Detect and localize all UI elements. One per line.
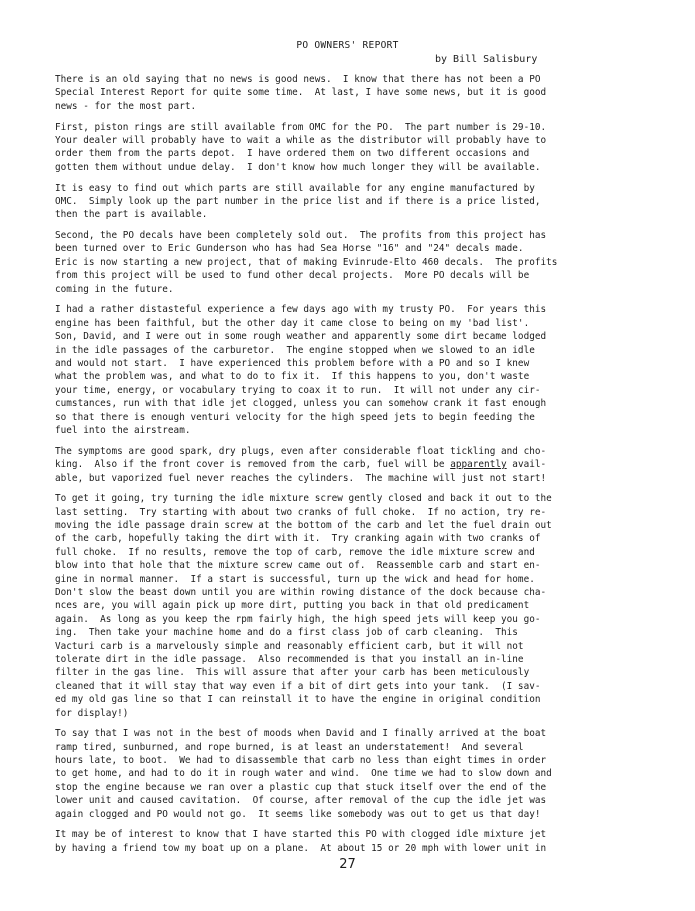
text-line: so that there is enough venturi velocity for the high speed jets to begin feeding the bbox=[55, 411, 535, 423]
paragraph bbox=[55, 229, 640, 296]
text-line: king. Also if the front cover is removed from the carb, fuel will be apparently avail- bbox=[55, 459, 547, 471]
text-line: in the idle passages of the carburetor. The engine stopped when we slowed to an idle bbox=[55, 344, 535, 356]
text-line: then the part is available. bbox=[55, 209, 208, 221]
text-line: been turned over to Eric Gunderson who has had Sea Horse "16" and "24" decals made. bbox=[55, 243, 524, 255]
text-line: by having a friend tow my boat up on a plane. At about 15 or 20 mph with lower unit in bbox=[55, 842, 547, 854]
text-line: what the problem was, and what to do to fix it. If this happens to you, don't waste bbox=[55, 371, 530, 383]
text-line: cleaned that it will stay that way even if a bit of dirt gets into your tank. (I sav- bbox=[55, 680, 541, 692]
text-line: stop the engine because we ran over a plastic cup that stuck itself over the end of the bbox=[55, 781, 547, 793]
text-line: To say that I was not in the best of moods when David and I finally arrived at the boat bbox=[55, 728, 547, 740]
byline: by Bill Salisbury bbox=[435, 54, 538, 65]
paragraph bbox=[55, 73, 640, 113]
text-line: It may be of interest to know that I have started this PO with clogged idle mixture jet bbox=[55, 829, 547, 841]
text-line: ed my old gas line so that I can reinstall it to have the engine in original condition bbox=[55, 694, 541, 706]
article-body bbox=[55, 73, 640, 863]
page-title: PO OWNERS' REPORT bbox=[296, 40, 399, 51]
text-line: Don't slow the beast down until you are within rowing distance of the dock because cha- bbox=[55, 587, 547, 599]
paragraph bbox=[55, 182, 640, 222]
paragraph bbox=[55, 121, 640, 175]
text-line: gine in normal manner. If a start is successful, turn up the wick and head for home. bbox=[55, 573, 535, 585]
paragraph bbox=[55, 828, 640, 855]
text-line: news - for the most part. bbox=[55, 100, 197, 112]
text-line: To get it going, try turning the idle mixture screw gently closed and back it out to the bbox=[55, 493, 552, 505]
paragraph bbox=[55, 303, 640, 437]
text-line: lower unit and caused cavitation. Of course, after removal of the cup the idle jet was bbox=[55, 795, 547, 807]
text-line: There is an old saying that no news is good news. I know that there has not been a PO bbox=[55, 74, 541, 85]
text-line: able, but vaporized fuel never reaches the cylinders. The machine will just not start! bbox=[55, 472, 547, 484]
text-line: moving the idle passage drain screw at the bottom of the carb and let the fuel drain out bbox=[55, 520, 552, 532]
text-line: First, piston rings are still available from OMC for the PO. The part number is 29-10. bbox=[55, 121, 547, 133]
text-line: full choke. If no results, remove the top of carb, remove the idle mixture screw and bbox=[55, 546, 535, 558]
text-line: Vacturi carb is a marvelously simple and reasonably efficient carb, but it will not bbox=[55, 640, 524, 652]
text-line: for display!) bbox=[55, 707, 129, 719]
paragraph bbox=[55, 492, 640, 720]
text-line: your time, energy, or vocabulary trying to coax it to run. It will not under any cir- bbox=[55, 384, 541, 396]
paragraph bbox=[55, 445, 640, 485]
text-line: of the carb, hopefully taking the dirt with it. Try cranking again with two cranks of bbox=[55, 533, 541, 545]
text-line: I had a rather distasteful experience a few days ago with my trusty PO. For years this bbox=[55, 304, 547, 316]
text-line: The symptoms are good spark, dry plugs, even after considerable float tickling and cho- bbox=[55, 445, 547, 457]
text-line: last setting. Try starting with about two cranks of full choke. If no action, try re- bbox=[55, 506, 547, 518]
text-line: order them from the parts depot. I have ordered them on two different occasions and bbox=[55, 148, 530, 160]
text-line: It is easy to find out which parts are still available for any engine manufactured by bbox=[55, 182, 535, 194]
text-line: filter in the gas line. This will assure that after your carb has been meticulously bbox=[55, 667, 530, 679]
text-line: blow into that hole that the mixture screw came out of. Reassemble carb and start en- bbox=[55, 560, 541, 572]
text-line: and would not start. I have experienced this problem before with a PO and so I knew bbox=[55, 357, 530, 369]
text-line: to get home, and had to do it in rough water and wind. One time we had to slow down and bbox=[55, 768, 552, 780]
text-line: Eric is now starting a new project, that of making Evinrude-Elto 460 decals. The profits bbox=[55, 256, 558, 268]
text-line: ramp tired, sunburned, and rope burned, is at least an understatement! And several bbox=[55, 741, 524, 753]
text-line: Special Interest Report for quite some time. At last, I have some news, but it is good bbox=[55, 87, 547, 99]
text-line: Your dealer will probably have to wait a while as the distributor will probably have to bbox=[55, 134, 547, 146]
text-line: from this project will be used to fund other decal projects. More PO decals will be bbox=[55, 270, 530, 282]
text-line: again. As long as you keep the rpm fairly high, the high speed jets will keep you go- bbox=[55, 613, 541, 625]
text-line: again clogged and PO would not go. It seems like somebody was out to get us that day! bbox=[55, 808, 541, 820]
text-line: fuel into the airstream. bbox=[55, 424, 191, 436]
text-line: hours late, to boot. We had to disassemble that carb no less than eight times in order bbox=[55, 755, 547, 767]
text-line: OMC. Simply look up the part number in the price list and if there is a price listed, bbox=[55, 195, 541, 207]
text-line: Son, David, and I were out in some rough weather and apparently some dirt became lodged bbox=[55, 331, 547, 343]
text-line: cumstances, run with that idle jet clogged, unless you can somehow crank it fast enough bbox=[55, 398, 547, 410]
page-number: 27 bbox=[339, 857, 356, 872]
text-line: ing. Then take your machine home and do a first class job of carb cleaning. This bbox=[55, 627, 518, 639]
text-line: tolerate dirt in the idle passage. Also recommended is that you install an in-line bbox=[55, 653, 524, 665]
text-line: Second, the PO decals have been completely sold out. The profits from this project has bbox=[55, 230, 547, 242]
text-line: nces are, you will again pick up more dirt, putting you back in that old predicament bbox=[55, 600, 530, 612]
text-line: coming in the future. bbox=[55, 283, 174, 295]
paragraph bbox=[55, 727, 640, 821]
text-line: engine has been faithful, but the other day it came close to being on my 'bad list'. bbox=[55, 317, 530, 329]
text-line: gotten them without undue delay. I don't know how much longer they will be available. bbox=[55, 161, 541, 173]
